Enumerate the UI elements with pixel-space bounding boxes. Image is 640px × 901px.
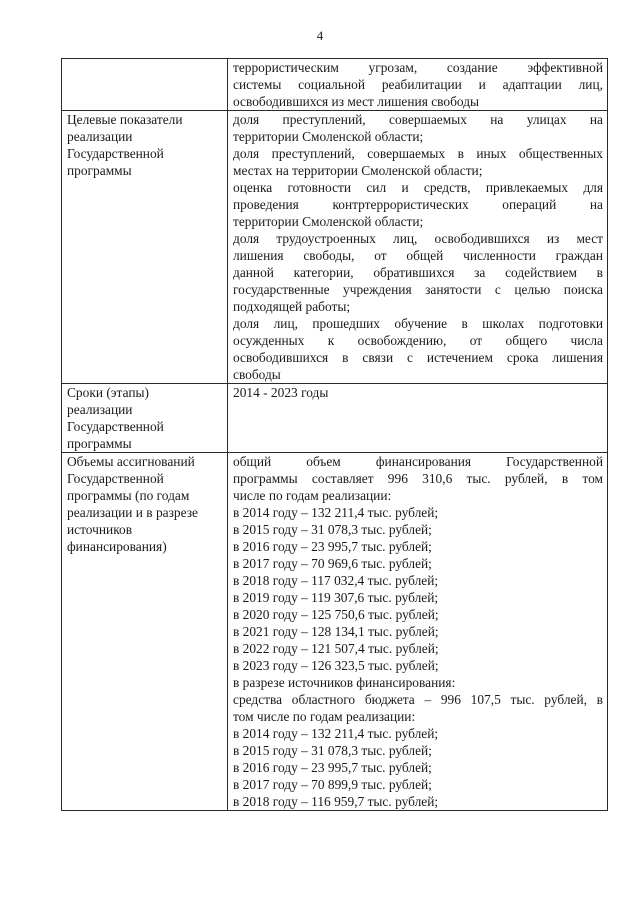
content-line: территории Смоленской области; — [233, 214, 424, 229]
content-line: территории Смоленской области; — [233, 129, 424, 144]
content-line: в 2022 году – 121 507,4 тыс. рублей; — [233, 641, 439, 656]
row-label-line: Государственной — [67, 471, 164, 486]
content-line: доля преступлений, совершаемых на улицах на — [233, 112, 603, 127]
content-line: осужденных к освобождению, от общего числа — [233, 333, 603, 348]
row-label-line: источников — [67, 522, 133, 537]
content-line: проведения контртеррористических операций на — [233, 197, 603, 212]
content-line: 2014 - 2023 годы — [233, 385, 329, 400]
content-line: оценка готовности сил и средств, привлекаемых для — [233, 180, 603, 195]
content-line: системы социальной реабилитации и адаптации лиц, — [233, 77, 603, 92]
content-line: в 2020 году – 125 750,6 тыс. рублей; — [233, 607, 439, 622]
program-passport-table — [61, 58, 608, 811]
table-row — [62, 384, 608, 453]
content-line: в 2019 году – 119 307,6 тыс. рублей; — [233, 590, 439, 605]
content-line: данной категории, обратившихся за содействием в — [233, 265, 603, 280]
row-label-line: реализации и в разрезе — [67, 505, 198, 520]
content-line: в 2018 году – 116 959,7 тыс. рублей; — [233, 794, 439, 809]
content-line: в 2016 году – 23 995,7 тыс. рублей; — [233, 760, 432, 775]
page-number: 4 — [316, 28, 324, 43]
content-line: в 2018 году – 117 032,4 тыс. рублей; — [233, 573, 439, 588]
content-line: освободившихся из мест лишения свободы — [233, 94, 480, 109]
row-label-line: финансирования) — [67, 539, 167, 554]
row-content-cell — [228, 59, 608, 111]
row-label-cell — [62, 59, 228, 111]
content-line: государственные учреждения занятости с целью поиска — [233, 282, 603, 297]
table-row — [62, 111, 608, 384]
content-line: освободившихся в связи с истечением срока лишения — [233, 350, 603, 365]
row-label-line: программы — [67, 436, 132, 451]
content-line: террористическим угрозам, создание эффективной — [233, 60, 603, 75]
content-line: доля трудоустроенных лиц, освободившихся из мест — [233, 231, 603, 246]
row-content-cell — [228, 111, 608, 384]
row-label-line: реализации — [67, 129, 133, 144]
table-row — [62, 453, 608, 811]
row-label-line: программы — [67, 163, 132, 178]
content-line: в разрезе источников финансирования: — [233, 675, 456, 690]
content-line: в 2017 году – 70 899,9 тыс. рублей; — [233, 777, 432, 792]
row-label-line: Государственной — [67, 419, 164, 434]
row-label-line: Государственной — [67, 146, 164, 161]
content-line: числе по годам реализации: — [233, 488, 392, 503]
content-line: доля преступлений, совершаемых в иных общественных — [233, 146, 603, 161]
content-line: местах на территории Смоленской области; — [233, 163, 483, 178]
content-line: подходящей работы; — [233, 299, 351, 314]
content-line: в 2021 году – 128 134,1 тыс. рублей; — [233, 624, 439, 639]
row-label-line: программы (по годам — [67, 488, 190, 503]
row-label-cell — [62, 384, 228, 453]
content-line: в 2015 году – 31 078,3 тыс. рублей; — [233, 743, 432, 758]
content-line: доля лиц, прошедших обучение в школах подготовки — [233, 316, 603, 331]
content-line: в 2023 году – 126 323,5 тыс. рублей; — [233, 658, 439, 673]
content-line: том числе по годам реализации: — [233, 709, 416, 724]
row-label-cell — [62, 111, 228, 384]
content-line: в 2015 году – 31 078,3 тыс. рублей; — [233, 522, 432, 537]
content-line: в 2014 году – 132 211,4 тыс. рублей; — [233, 726, 439, 741]
content-line: средства областного бюджета – 996 107,5 тыс. рублей, в — [233, 692, 603, 707]
row-label-line: Целевые показатели — [67, 112, 183, 127]
row-label-line: Объемы ассигнований — [67, 454, 195, 469]
content-line: в 2014 году – 132 211,4 тыс. рублей; — [233, 505, 439, 520]
content-line: программы составляет 996 310,6 тыс. рублей, в том — [233, 471, 603, 486]
row-label-line: Сроки (этапы) — [67, 385, 149, 400]
row-content-cell — [228, 453, 608, 811]
content-line: в 2016 году – 23 995,7 тыс. рублей; — [233, 539, 432, 554]
table-row — [62, 59, 608, 111]
content-line: общий объем финансирования Государственной — [233, 454, 603, 469]
content-line: свободы — [233, 367, 281, 382]
row-content-cell — [228, 384, 608, 453]
row-label-cell — [62, 453, 228, 811]
content-line: в 2017 году – 70 969,6 тыс. рублей; — [233, 556, 432, 571]
row-label-line: реализации — [67, 402, 133, 417]
content-line: лишения свободы, от общей численности граждан — [233, 248, 603, 263]
